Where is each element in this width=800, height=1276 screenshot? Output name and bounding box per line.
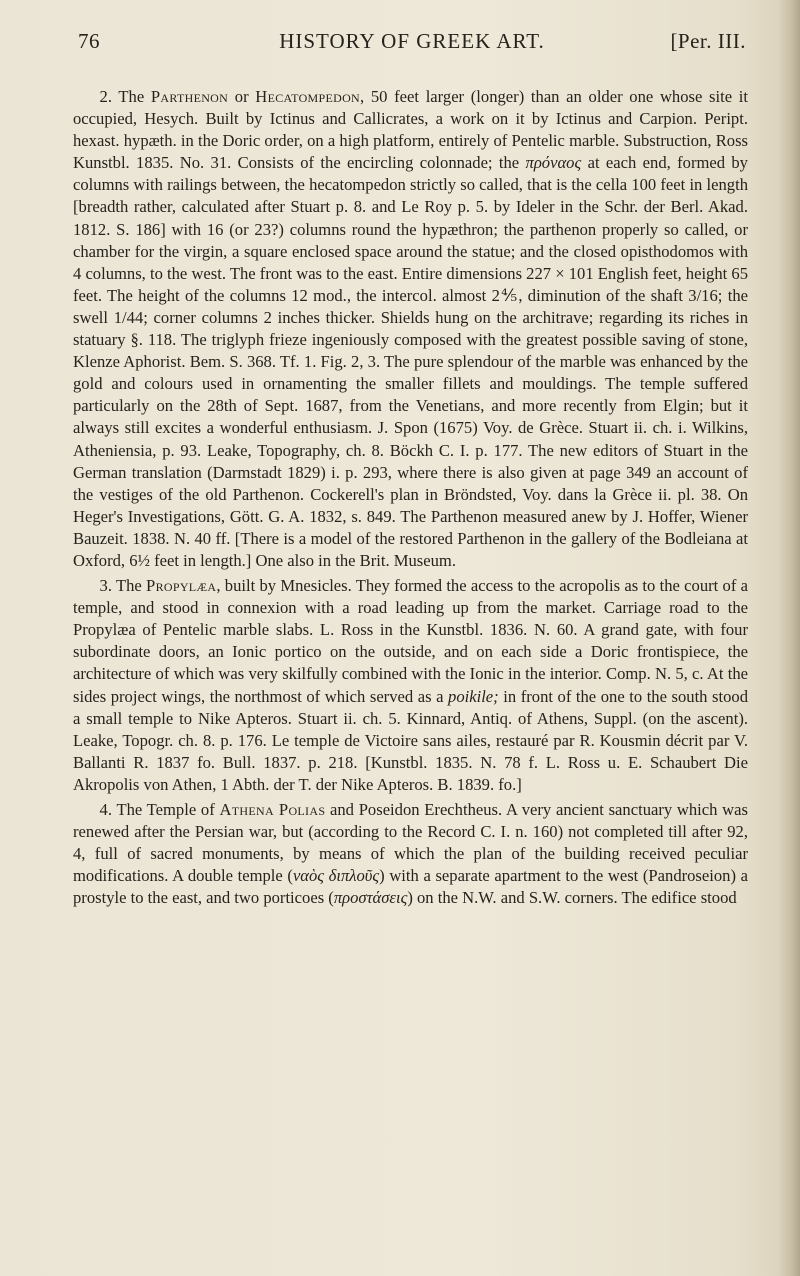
greek-word: προστάσεις xyxy=(333,888,408,908)
greek-word: ναὸς διπλοῦς xyxy=(292,866,380,886)
paragraph-text: in front of the one to the south stood a small temple to Nike Apteros. Stuart ii. ch. 5. Kinnard, Antiq. of Athens, Suppl. (on the ascent). Leake, Topogr. ch. 8. p. 176. Le temple de Victoire sans ailes, restauré par R. Kousmin décrit par V. Ballanti R. 1837 fo. Bull. 1837. p. 218. [Kunstbl. 1835. N. 78 f. L. Ross u. E. Schaubert Die Akropolis von Athen, 1 Abth. der T. der Nike Apteros. B. 1839. fo.] xyxy=(73,686,748,794)
paragraph-number: 4. xyxy=(99,800,112,819)
paragraph-erechtheum xyxy=(73,799,748,909)
running-title: HISTORY OF GREEK ART. xyxy=(279,29,545,53)
term-parthenon: Parthenon xyxy=(150,87,229,106)
paragraph-text: ) with a separate apartment to the west (Pandroseion) a prostyle to the east, and two porticoes ( xyxy=(73,866,748,908)
term-hecatompedon: Hecatompedon xyxy=(255,87,361,106)
page-number: 76 xyxy=(78,29,100,53)
paragraph-number: 2. xyxy=(99,87,112,106)
page-body xyxy=(73,86,748,912)
term-propylaea: Propylæa xyxy=(146,576,217,596)
paragraph-parthenon: 2. The Parthenon or Hecatompedon, 50 feet larger (longer) than an older one whose site it occupied, Hesych. Built by Ictinus and Callicrates, a work on it by Ictinus and Carpion. Peript. hexast. hypæth. in the Doric order, on a high platform, entirely of Pentelic marble. Substruction, Ross Kunstbl. 1835. No. 31. Consists of the encircling colonnade; the πρόναος at each end, formed by columns with railings between, the hecatompedon strictly so called, that is the cella 100 feet in length [breadth rather, calculated after Stuart p. 8. and Le Roy p. 5. by Ideler in the Schr. der Berl. Akad. 1812. S. 186] with 16 (or 23?) columns round the hypæthron; the parthenon properly so called, or chamber for the virgin, a square enclosed space around the statue; and the closed opisthodomos with 4 columns, to the west. The front was to the east. Entire dimensions 227 × 101 English feet, height 65 feet. The height of the columns 12 mod., the intercol. almost 2⅘, diminution of the shaft 3/16; the swell 1/44; corner columns 2 inches thicker. Shields hung on the architrave; regarding its riches in statuary §. 118. The triglyph frieze ingeniously composed with the greatest possible saving of stone, Klenze Aphorist. Bem. S. 368. Tf. 1. Fig. 2, 3. The pure splendour of the marble was enhanced by the gold and colours used in ornamenting the smaller fillets and mouldings. The temple suffered particularly on the 28th of Sept. 1687, from the Venetians, and more recently from Elgin; but it always still excites a wonderful enthusiasm. J. Spon (1675) Voy. de Grèce. Stuart ii. ch. i. Wilkins, Atheniensia, p. 93. Leake, Topography, ch. 8. Böckh C. I. p. 177. The new editors of Stuart in the German translation (Darmstadt 1829) i. p. 293, where there is also given at page 349 an account of the vestiges of the old Parthenon. Cockerell's plan in Bröndsted, Voy. dans la Grèce ii. pl. 38. On Heger's Investigations, Gött. G. A. 1832, s. 849. The Parthenon measured anew by J. Hoffer, Wiener Bauzeit. 1838. N. 40 ff. [There is a model of the restored Parthenon in the gallery of the Bodleiana at Oxford, 6½ feet in length.] One also in the Brit. Museum. xyxy=(73,87,748,570)
paragraph-text: , built by Mnesicles. They formed the access to the acropolis as to the court of a temple, and stood in connexion with a road leading up from the market. Carriage road to the Propylæa of Pentelic marble slabs. L. Ross in the Kunstbl. 1836. N. 60. A grand gate, with four subordinate doors, an Ionic portico on the outside, and on each side a Doric frontispiece, the architecture of which was very skilfully combined with the Ionic in the interior. Comp. N. 5, c. At the sides project wings, the northmost of which served as a xyxy=(73,576,748,706)
paragraph-text: , 50 feet larger (longer) than an older one whose site it occupied, Hesych. Built by Ictinus and Callicrates, a work on it by Ictinus and Carpion. Peript. hexast. hypæth. in the Doric order, on a high platform, entirely of Pentelic marble. Substruction, Ross Kunstbl. 1835. No. 31. Consists of the encircling colonnade; the xyxy=(73,87,748,173)
term-athena-polias: Athena Polias xyxy=(219,800,326,819)
running-header xyxy=(78,29,746,59)
section-label: [Per. III. xyxy=(670,29,746,53)
paragraph-text: at each end, formed by columns with railings between, the hecatompedon strictly so called, that is the cella 100 feet in length [breadth rather, calculated after Stuart p. 8. and Le Roy p. 5. by Ideler in the Schr. der Berl. Akad. 1812. S. 186] with 16 (or 23?) columns round the hypæthron; the parthenon properly so called, or chamber for the virgin, a square enclosed space around the statue; and the closed opisthodomos with 4 columns, to the west. The front was to the east. Entire dimensions 227 × 101 English feet, height 65 feet. The height of the columns 12 mod., the intercol. almost 2⅘, diminution of the shaft 3/16; the swell 1/44; corner columns 2 inches thicker. Shields hung on the architrave; regarding its riches in statuary §. 118. The triglyph frieze ingeniously composed with the greatest possible saving of stone, Klenze Aphorist. Bem. S. 368. Tf. 1. Fig. 2, 3. The pure splendour of the marble was enhanced by the gold and colours used in ornamenting the smaller fillets and mouldings. The temple suffered particularly on the 28th of Sept. 1687, from the Venetians, and more recently from Elgin; but it always still excites a wonderful enthusiasm. J. Spon (1675) Voy. de Grèce. Stuart ii. ch. i. Wilkins, Atheniensia, p. 93. Leake, Topography, ch. 8. Böckh C. I. p. 177. The new editors of Stuart in the German translation (Darmstadt 1829) i. p. 293, where there is also given at page 349 an account of the vestiges of the old Parthenon. Cockerell's plan in Bröndsted, Voy. dans la Grèce ii. pl. 38. On Heger's Investigations, Gött. G. A. 1832, s. 849. The Parthenon measured anew by J. Hoffer, Wiener Bauzeit. 1838. N. 40 ff. [There is a model of the restored Parthenon in the gallery of the Bodleiana at Oxford, 6½ feet in length.] One also in the Brit. Museum. xyxy=(73,153,748,570)
paragraph-number: 3. xyxy=(99,576,112,596)
paragraph-text: and Poseidon Erechtheus. A very ancient sanctuary which was renewed after the Persian war, but (according to the Record C. I. n. 160) not completed till after 92, 4, full of sacred monuments, by means of which the plan of the building received peculiar modifications. A double temple ( xyxy=(73,800,748,886)
paragraph-propylaea: 3. The Propylæa, built by Mnesicles. They formed the access to the acropolis as to the court of a temple, and stood in connexion with a road leading up from the market. Carriage road to the Propylæa of Pentelic marble slabs. L. Ross in the Kunstbl. 1836. N. 60. A grand gate, with four subordinate doors, an Ionic portico on the outside, and on each side a Doric frontispiece, the architecture of which was very skilfully combined with the Ionic in the interior. Comp. N. 5, c. At the sides project wings, the northmost of which served as a poikile; in front of the one to the south stood a small temple to Nike Apteros. Stuart ii. ch. 5. Kinnard, Antiq. of Athens, Suppl. (on the ascent). Leake, Topogr. ch. 8. p. 176. Le temple de Victoire sans ailes, restauré par R. Kousmin décrit par V. Ballanti R. 1837 fo. Bull. 1837. p. 218. [Kunstbl. 1835. N. 78 f. L. Ross u. E. Schaubert Die Akropolis von Athen, 1 Abth. der T. der Nike Apteros. B. 1839. fo.] xyxy=(73,576,748,794)
greek-word: πρόναος xyxy=(525,153,582,173)
paragraph-text: The Temple of xyxy=(116,800,220,819)
italic-term: poikile; xyxy=(448,686,499,706)
paragraph-text: ) on the N.W. and S.W. corners. The edifice stood xyxy=(407,888,737,908)
page-edge-shadow xyxy=(778,0,800,1276)
